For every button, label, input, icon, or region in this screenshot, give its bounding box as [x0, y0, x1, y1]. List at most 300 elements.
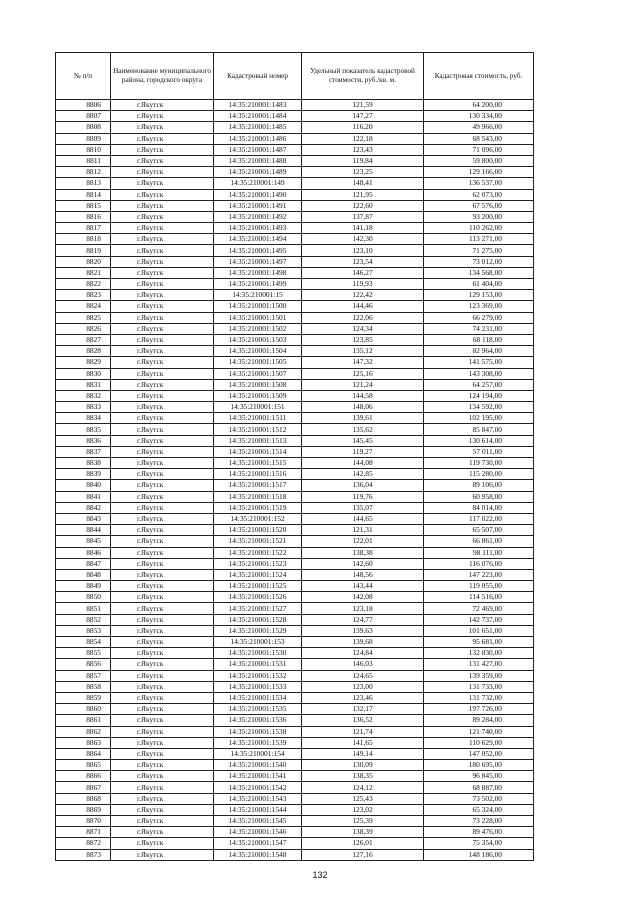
municipality-cell: г.Якутск: [111, 637, 214, 648]
cadastral-number-cell: 14:35:210001:1485: [214, 122, 302, 133]
specific-value-cell: 123,18: [302, 603, 424, 614]
cadastral-number-cell: 14:35:210001:1528: [214, 614, 302, 625]
table-row: [56, 469, 534, 480]
cadastral-number-cell: 14:35:210001:1535: [214, 704, 302, 715]
cadastral-value-cell: 93 200,00: [424, 211, 534, 222]
municipality-cell: г.Якутск: [111, 536, 214, 547]
municipality-cell: г.Якутск: [111, 670, 214, 681]
municipality-cell: г.Якутск: [111, 346, 214, 357]
specific-value-cell: 148,06: [302, 402, 424, 413]
row-number-cell: 8868: [56, 793, 111, 804]
specific-value-cell: 124,34: [302, 323, 424, 334]
row-number-cell: 8823: [56, 290, 111, 301]
cadastral-value-cell: 61 404,00: [424, 279, 534, 290]
cadastral-value-cell: 74 231,00: [424, 323, 534, 334]
cadastral-value-cell: 114 516,00: [424, 592, 534, 603]
table-body: [56, 100, 534, 861]
row-number-cell: 8830: [56, 368, 111, 379]
cadastral-value-cell: 139 359,00: [424, 670, 534, 681]
cadastral-value-cell: 64 257,00: [424, 379, 534, 390]
municipality-cell: г.Якутск: [111, 648, 214, 659]
municipality-cell: г.Якутск: [111, 581, 214, 592]
cadastral-value-cell: 136 537,00: [424, 178, 534, 189]
row-number-cell: 8845: [56, 536, 111, 547]
specific-value-cell: 135,07: [302, 502, 424, 513]
municipality-cell: г.Якутск: [111, 111, 214, 122]
specific-value-cell: 139,63: [302, 625, 424, 636]
cadastral-number-cell: 14:35:210001:154: [214, 748, 302, 759]
row-number-cell: 8872: [56, 838, 111, 849]
cadastral-value-cell: 119 730,00: [424, 458, 534, 469]
specific-value-cell: 122,18: [302, 133, 424, 144]
table-row: [56, 726, 534, 737]
row-number-cell: 8824: [56, 301, 111, 312]
cadastral-value-cell: 101 651,00: [424, 625, 534, 636]
municipality-cell: г.Якутск: [111, 279, 214, 290]
municipality-cell: г.Якутск: [111, 491, 214, 502]
table-row: [56, 681, 534, 692]
header-municipality: Наименование муниципального района, городского округа: [111, 53, 214, 100]
table-row: [56, 458, 534, 469]
municipality-cell: г.Якутск: [111, 402, 214, 413]
cadastral-value-cell: 65 324,00: [424, 804, 534, 815]
table-row: [56, 346, 534, 357]
cadastral-value-cell: 134 592,00: [424, 402, 534, 413]
municipality-cell: г.Якутск: [111, 178, 214, 189]
table-row: [56, 267, 534, 278]
specific-value-cell: 123,43: [302, 144, 424, 155]
table-row: [56, 748, 534, 759]
row-number-cell: 8866: [56, 771, 111, 782]
municipality-cell: г.Якутск: [111, 782, 214, 793]
specific-value-cell: 136,04: [302, 480, 424, 491]
cadastral-number-cell: 14:35:210001:1538: [214, 726, 302, 737]
cadastral-value-cell: 67 576,00: [424, 200, 534, 211]
cadastral-value-cell: 66 279,00: [424, 312, 534, 323]
row-number-cell: 8847: [56, 558, 111, 569]
cadastral-number-cell: 14:35:210001:1515: [214, 458, 302, 469]
cadastral-value-cell: 96 845,00: [424, 771, 534, 782]
cadastral-number-cell: 14:35:210001:152: [214, 513, 302, 524]
specific-value-cell: 123,54: [302, 256, 424, 267]
table-row: [56, 189, 534, 200]
specific-value-cell: 122,60: [302, 200, 424, 211]
cadastral-value-cell: 134 568,00: [424, 267, 534, 278]
table-row: [56, 637, 534, 648]
table-row: [56, 737, 534, 748]
cadastral-value-cell: 71 275,00: [424, 245, 534, 256]
municipality-cell: г.Якутск: [111, 390, 214, 401]
table-row: [56, 334, 534, 345]
cadastral-value-cell: 72 469,00: [424, 603, 534, 614]
cadastral-value-cell: 84 014,00: [424, 502, 534, 513]
cadastral-number-cell: 14:35:210001:1540: [214, 760, 302, 771]
specific-value-cell: 121,31: [302, 525, 424, 536]
municipality-cell: г.Якутск: [111, 849, 214, 860]
row-number-cell: 8863: [56, 737, 111, 748]
cadastral-value-cell: 89 476,00: [424, 827, 534, 838]
row-number-cell: 8810: [56, 144, 111, 155]
table-row: [56, 301, 534, 312]
row-number-cell: 8829: [56, 357, 111, 368]
specific-value-cell: 122,42: [302, 290, 424, 301]
header-row-number: № п/п: [56, 53, 111, 100]
table-row: [56, 211, 534, 222]
cadastral-value-cell: 141 575,00: [424, 357, 534, 368]
row-number-cell: 8825: [56, 312, 111, 323]
cadastral-value-table: [55, 52, 534, 861]
specific-value-cell: 130,09: [302, 760, 424, 771]
cadastral-value-cell: 130 614,00: [424, 435, 534, 446]
row-number-cell: 8813: [56, 178, 111, 189]
cadastral-value-cell: 131 732,00: [424, 692, 534, 703]
cadastral-value-cell: 131 733,00: [424, 681, 534, 692]
specific-value-cell: 125,39: [302, 816, 424, 827]
specific-value-cell: 125,16: [302, 368, 424, 379]
municipality-cell: г.Якутск: [111, 704, 214, 715]
row-number-cell: 8811: [56, 155, 111, 166]
row-number-cell: 8837: [56, 446, 111, 457]
table-row: [56, 513, 534, 524]
municipality-cell: г.Якутск: [111, 502, 214, 513]
table-row: [56, 379, 534, 390]
row-number-cell: 8831: [56, 379, 111, 390]
municipality-cell: г.Якутск: [111, 827, 214, 838]
specific-value-cell: 146,03: [302, 659, 424, 670]
table-row: [56, 838, 534, 849]
municipality-cell: г.Якутск: [111, 760, 214, 771]
cadastral-number-cell: 14:35:210001:15: [214, 290, 302, 301]
municipality-cell: г.Якутск: [111, 413, 214, 424]
table-row: [56, 402, 534, 413]
row-number-cell: 8858: [56, 681, 111, 692]
row-number-cell: 8836: [56, 435, 111, 446]
specific-value-cell: 147,32: [302, 357, 424, 368]
municipality-cell: г.Якутск: [111, 480, 214, 491]
row-number-cell: 8819: [56, 245, 111, 256]
municipality-cell: г.Якутск: [111, 748, 214, 759]
specific-value-cell: 138,39: [302, 827, 424, 838]
specific-value-cell: 141,18: [302, 223, 424, 234]
municipality-cell: г.Якутск: [111, 592, 214, 603]
table-row: [56, 603, 534, 614]
specific-value-cell: 116,20: [302, 122, 424, 133]
municipality-cell: г.Якутск: [111, 122, 214, 133]
table-row: [56, 234, 534, 245]
specific-value-cell: 123,85: [302, 334, 424, 345]
row-number-cell: 8826: [56, 323, 111, 334]
specific-value-cell: 141,65: [302, 737, 424, 748]
municipality-cell: г.Якутск: [111, 133, 214, 144]
cadastral-number-cell: 14:35:210001:1527: [214, 603, 302, 614]
table-row: [56, 782, 534, 793]
cadastral-value-cell: 62 073,00: [424, 189, 534, 200]
row-number-cell: 8864: [56, 748, 111, 759]
cadastral-value-cell: 110 262,00: [424, 223, 534, 234]
header-cadastral-value: Кадастровая стоимость, руб.: [424, 53, 534, 100]
table-row: [56, 200, 534, 211]
cadastral-number-cell: 14:35:210001:1505: [214, 357, 302, 368]
row-number-cell: 8806: [56, 100, 111, 111]
specific-value-cell: 147,27: [302, 111, 424, 122]
cadastral-value-cell: 49 966,00: [424, 122, 534, 133]
table-row: [56, 491, 534, 502]
specific-value-cell: 124,84: [302, 648, 424, 659]
specific-value-cell: 139,61: [302, 413, 424, 424]
cadastral-number-cell: 14:35:210001:1493: [214, 223, 302, 234]
municipality-cell: г.Якутск: [111, 167, 214, 178]
municipality-cell: г.Якутск: [111, 155, 214, 166]
table-row: [56, 167, 534, 178]
specific-value-cell: 121,95: [302, 189, 424, 200]
row-number-cell: 8833: [56, 402, 111, 413]
cadastral-number-cell: 14:35:210001:1484: [214, 111, 302, 122]
row-number-cell: 8828: [56, 346, 111, 357]
municipality-cell: г.Якутск: [111, 547, 214, 558]
specific-value-cell: 149,14: [302, 748, 424, 759]
row-number-cell: 8869: [56, 804, 111, 815]
cadastral-value-cell: 148 186,00: [424, 849, 534, 860]
specific-value-cell: 121,24: [302, 379, 424, 390]
row-number-cell: 8861: [56, 715, 111, 726]
table-row: [56, 536, 534, 547]
table-row: [56, 569, 534, 580]
page-number: 132: [312, 870, 328, 880]
cadastral-number-cell: 14:35:210001:1511: [214, 413, 302, 424]
cadastral-number-cell: 14:35:210001:1512: [214, 424, 302, 435]
cadastral-value-cell: 123 369,00: [424, 301, 534, 312]
cadastral-value-cell: 85 847,00: [424, 424, 534, 435]
cadastral-value-cell: 68 887,00: [424, 782, 534, 793]
municipality-cell: г.Якутск: [111, 838, 214, 849]
cadastral-number-cell: 14:35:210001:1514: [214, 446, 302, 457]
specific-value-cell: 121,59: [302, 100, 424, 111]
municipality-cell: г.Якутск: [111, 446, 214, 457]
cadastral-value-cell: 65 507,00: [424, 525, 534, 536]
row-number-cell: 8844: [56, 525, 111, 536]
specific-value-cell: 119,84: [302, 155, 424, 166]
row-number-cell: 8862: [56, 726, 111, 737]
row-number-cell: 8835: [56, 424, 111, 435]
cadastral-number-cell: 14:35:210001:1516: [214, 469, 302, 480]
municipality-cell: г.Якутск: [111, 312, 214, 323]
cadastral-number-cell: 14:35:210001:1526: [214, 592, 302, 603]
row-number-cell: 8839: [56, 469, 111, 480]
municipality-cell: г.Якутск: [111, 200, 214, 211]
table-row: [56, 480, 534, 491]
row-number-cell: 8821: [56, 267, 111, 278]
table-row: [56, 760, 534, 771]
cadastral-number-cell: 14:35:210001:1500: [214, 301, 302, 312]
table-row: [56, 424, 534, 435]
row-number-cell: 8843: [56, 513, 111, 524]
municipality-cell: г.Якутск: [111, 659, 214, 670]
row-number-cell: 8850: [56, 592, 111, 603]
specific-value-cell: 126,01: [302, 838, 424, 849]
cadastral-value-cell: 130 334,00: [424, 111, 534, 122]
table-row: [56, 178, 534, 189]
table-row: [56, 245, 534, 256]
row-number-cell: 8834: [56, 413, 111, 424]
table-row: [56, 704, 534, 715]
header-specific-value: Удельный показатель кадастровой стоимости, руб./кв. м.: [302, 53, 424, 100]
table-row: [56, 502, 534, 513]
table-row: [56, 771, 534, 782]
row-number-cell: 8841: [56, 491, 111, 502]
municipality-cell: г.Якутск: [111, 435, 214, 446]
cadastral-number-cell: 14:35:210001:1533: [214, 681, 302, 692]
specific-value-cell: 123,02: [302, 804, 424, 815]
specific-value-cell: 123,46: [302, 692, 424, 703]
row-number-cell: 8815: [56, 200, 111, 211]
cadastral-number-cell: 14:35:210001:1547: [214, 838, 302, 849]
cadastral-value-cell: 102 195,00: [424, 413, 534, 424]
specific-value-cell: 125,43: [302, 793, 424, 804]
table-row: [56, 715, 534, 726]
specific-value-cell: 144,08: [302, 458, 424, 469]
row-number-cell: 8820: [56, 256, 111, 267]
municipality-cell: г.Якутск: [111, 603, 214, 614]
municipality-cell: г.Якутск: [111, 726, 214, 737]
municipality-cell: г.Якутск: [111, 715, 214, 726]
cadastral-number-cell: 14:35:210001:1524: [214, 569, 302, 580]
specific-value-cell: 124,12: [302, 782, 424, 793]
specific-value-cell: 122,06: [302, 312, 424, 323]
cadastral-number-cell: 14:35:210001:1536: [214, 715, 302, 726]
cadastral-number-cell: 14:35:210001:1534: [214, 692, 302, 703]
row-number-cell: 8817: [56, 223, 111, 234]
municipality-cell: г.Якутск: [111, 334, 214, 345]
cadastral-number-cell: 14:35:210001:1509: [214, 390, 302, 401]
row-number-cell: 8871: [56, 827, 111, 838]
specific-value-cell: 142,60: [302, 558, 424, 569]
municipality-cell: г.Якутск: [111, 189, 214, 200]
cadastral-number-cell: 14:35:210001:1543: [214, 793, 302, 804]
municipality-cell: г.Якутск: [111, 793, 214, 804]
cadastral-number-cell: 14:35:210001:1518: [214, 491, 302, 502]
municipality-cell: г.Якутск: [111, 681, 214, 692]
municipality-cell: г.Якутск: [111, 368, 214, 379]
specific-value-cell: 124,65: [302, 670, 424, 681]
specific-value-cell: 137,87: [302, 211, 424, 222]
cadastral-number-cell: 14:35:210001:1531: [214, 659, 302, 670]
cadastral-number-cell: 14:35:210001:1494: [214, 234, 302, 245]
municipality-cell: г.Якутск: [111, 424, 214, 435]
municipality-cell: г.Якутск: [111, 625, 214, 636]
row-number-cell: 8853: [56, 625, 111, 636]
cadastral-number-cell: 14:35:210001:1504: [214, 346, 302, 357]
row-number-cell: 8851: [56, 603, 111, 614]
row-number-cell: 8849: [56, 581, 111, 592]
municipality-cell: г.Якутск: [111, 737, 214, 748]
cadastral-value-cell: 110 629,00: [424, 737, 534, 748]
specific-value-cell: 144,58: [302, 390, 424, 401]
table-row: [56, 525, 534, 536]
specific-value-cell: 132,17: [302, 704, 424, 715]
table-row: [56, 827, 534, 838]
specific-value-cell: 143,44: [302, 581, 424, 592]
municipality-cell: г.Якутск: [111, 816, 214, 827]
cadastral-value-cell: 121 740,00: [424, 726, 534, 737]
table-row: [56, 368, 534, 379]
specific-value-cell: 119,27: [302, 446, 424, 457]
row-number-cell: 8860: [56, 704, 111, 715]
cadastral-number-cell: 14:35:210001:1501: [214, 312, 302, 323]
row-number-cell: 8832: [56, 390, 111, 401]
cadastral-value-cell: 73 012,00: [424, 256, 534, 267]
municipality-cell: г.Якутск: [111, 323, 214, 334]
specific-value-cell: 139,68: [302, 637, 424, 648]
table-row: [56, 390, 534, 401]
cadastral-number-cell: 14:35:210001:1491: [214, 200, 302, 211]
cadastral-number-cell: 14:35:210001:1508: [214, 379, 302, 390]
specific-value-cell: 123,00: [302, 681, 424, 692]
specific-value-cell: 122,01: [302, 536, 424, 547]
cadastral-number-cell: 14:35:210001:1488: [214, 155, 302, 166]
municipality-cell: г.Якутск: [111, 569, 214, 580]
cadastral-value-cell: 132 830,00: [424, 648, 534, 659]
cadastral-value-cell: 66 861,00: [424, 536, 534, 547]
cadastral-number-cell: 14:35:210001:1492: [214, 211, 302, 222]
cadastral-value-cell: 197 726,00: [424, 704, 534, 715]
table-row: [56, 648, 534, 659]
cadastral-value-cell: 95 681,00: [424, 637, 534, 648]
row-number-cell: 8840: [56, 480, 111, 491]
municipality-cell: г.Якутск: [111, 290, 214, 301]
cadastral-value-cell: 71 096,00: [424, 144, 534, 155]
cadastral-value-cell: 57 011,00: [424, 446, 534, 457]
municipality-cell: г.Якутск: [111, 357, 214, 368]
table-row: [56, 592, 534, 603]
table-row: [56, 100, 534, 111]
municipality-cell: г.Якутск: [111, 234, 214, 245]
specific-value-cell: 123,10: [302, 245, 424, 256]
specific-value-cell: 136,52: [302, 715, 424, 726]
specific-value-cell: 142,08: [302, 592, 424, 603]
cadastral-value-cell: 59 800,00: [424, 155, 534, 166]
cadastral-number-cell: 14:35:210001:153: [214, 637, 302, 648]
cadastral-number-cell: 14:35:210001:1503: [214, 334, 302, 345]
cadastral-number-cell: 14:35:210001:1507: [214, 368, 302, 379]
cadastral-value-cell: 124 194,00: [424, 390, 534, 401]
cadastral-number-cell: 14:35:210001:1490: [214, 189, 302, 200]
table-header-row: [56, 53, 534, 100]
cadastral-number-cell: 14:35:210001:1499: [214, 279, 302, 290]
table-row: [56, 111, 534, 122]
cadastral-number-cell: 14:35:210001:1498: [214, 267, 302, 278]
row-number-cell: 8822: [56, 279, 111, 290]
municipality-cell: г.Якутск: [111, 379, 214, 390]
header-cadastral-number: Кадастровый номер: [214, 53, 302, 100]
cadastral-value-cell: 73 502,00: [424, 793, 534, 804]
cadastral-value-cell: 82 964,00: [424, 346, 534, 357]
specific-value-cell: 119,93: [302, 279, 424, 290]
row-number-cell: 8852: [56, 614, 111, 625]
row-number-cell: 8856: [56, 659, 111, 670]
municipality-cell: г.Якутск: [111, 525, 214, 536]
row-number-cell: 8873: [56, 849, 111, 860]
cadastral-number-cell: 14:35:210001:151: [214, 402, 302, 413]
row-number-cell: 8854: [56, 637, 111, 648]
row-number-cell: 8812: [56, 167, 111, 178]
cadastral-number-cell: 14:35:210001:1520: [214, 525, 302, 536]
row-number-cell: 8870: [56, 816, 111, 827]
cadastral-number-cell: 14:35:210001:1521: [214, 536, 302, 547]
table-row: [56, 558, 534, 569]
specific-value-cell: 144,46: [302, 301, 424, 312]
cadastral-value-cell: 60 958,00: [424, 491, 534, 502]
cadastral-number-cell: 14:35:210001:149: [214, 178, 302, 189]
